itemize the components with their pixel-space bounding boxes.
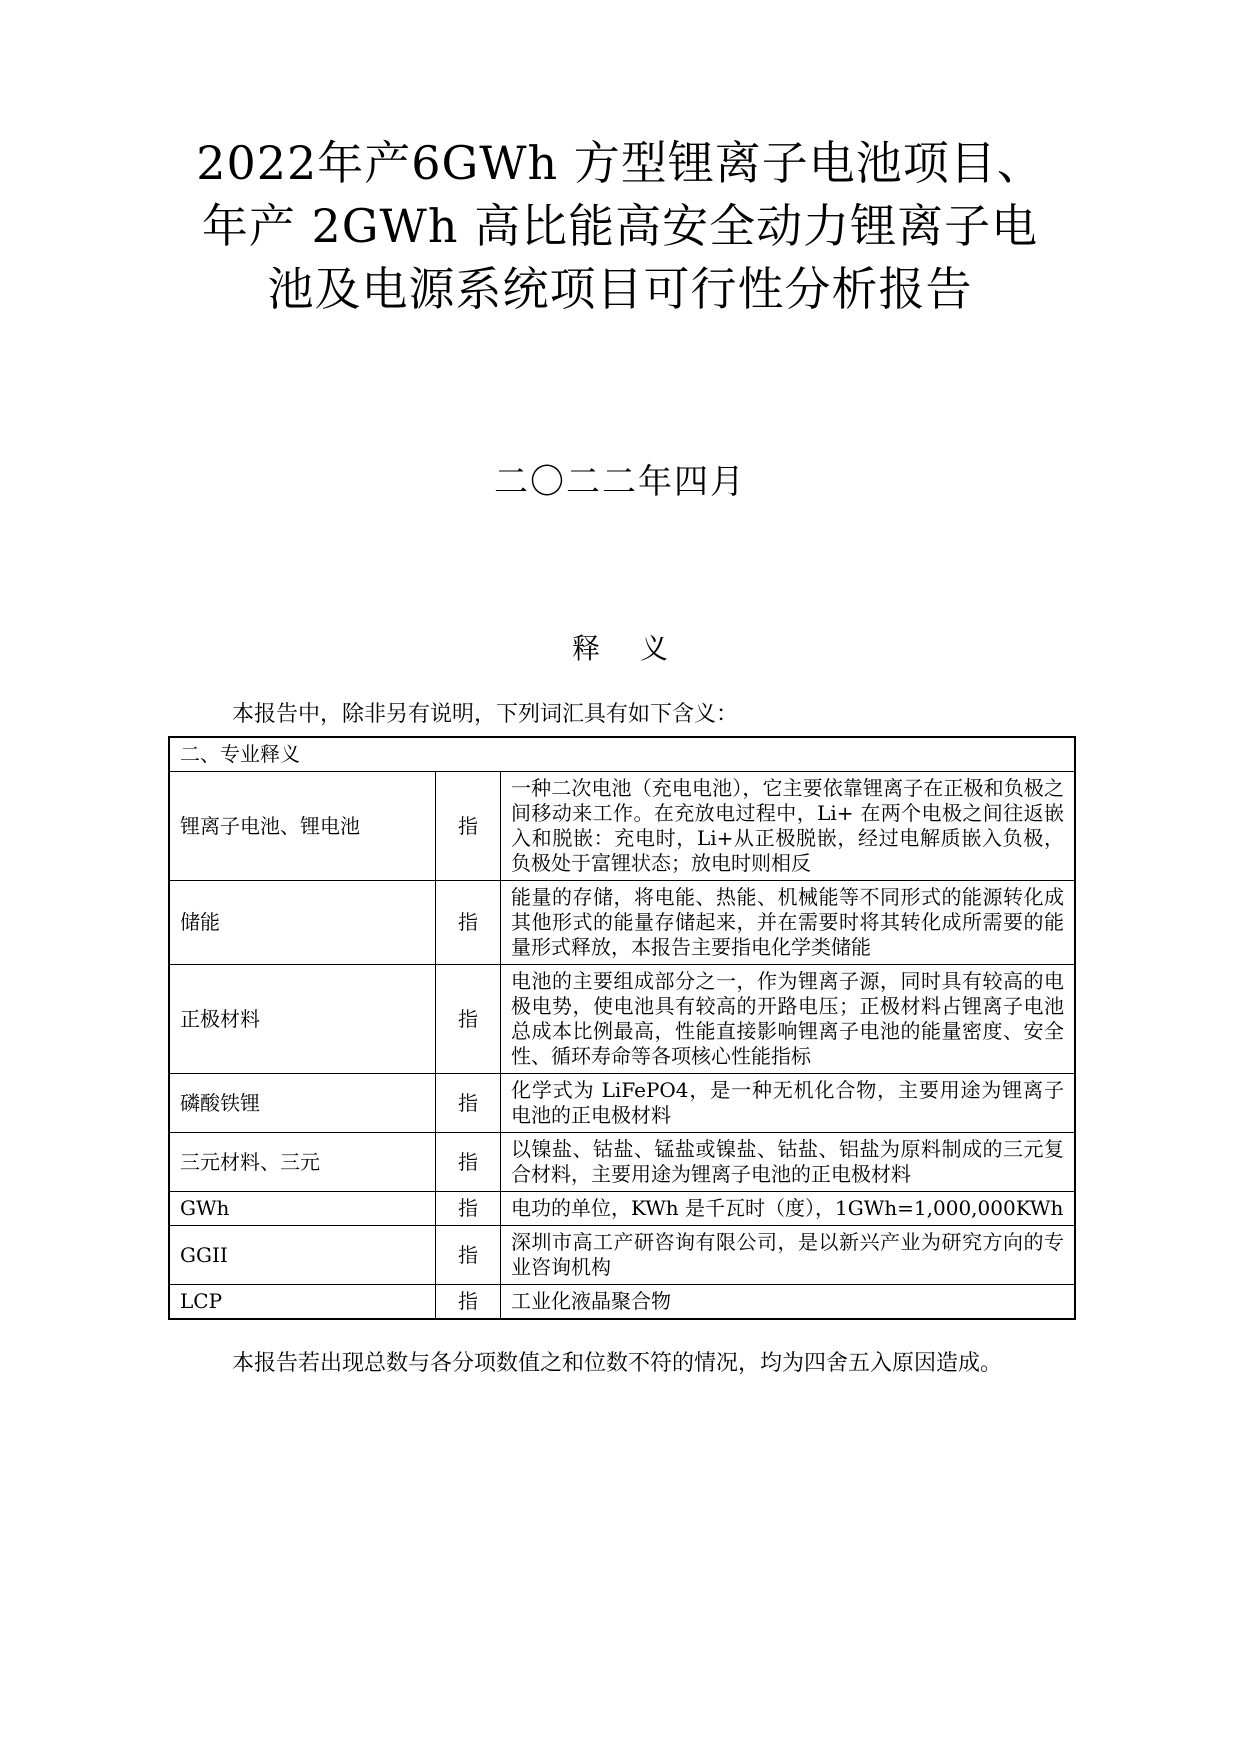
refer-cell: 指 xyxy=(436,1192,501,1226)
desc-cell: 一种二次电池（充电电池），它主要依靠锂离子在正极和负极之间移动来工作。在充放电过程中，Li+ 在两个电极之间往返嵌入和脱嵌：充电时，Li+从正极脱嵌，经过电解质嵌入负极，负极处于富锂状态；放电时则相反 xyxy=(501,772,1076,881)
desc-cell: 能量的存储，将电能、热能、机械能等不同形式的能源转化成其他形式的能量存储起来，并在需要时将其转化成所需要的能量形式释放，本报告主要指电化学类储能 xyxy=(501,881,1076,965)
document-title xyxy=(160,132,1080,321)
table-row xyxy=(169,1133,1075,1192)
term-cell: 储能 xyxy=(169,881,436,965)
section-label: 二、专业释义 xyxy=(169,737,1075,772)
title-line-1: 2022年产6GWh 方型锂离子电池项目、 xyxy=(196,136,1044,190)
refer-cell: 指 xyxy=(436,965,501,1074)
desc-cell: 电池的主要组成部分之一，作为锂离子源，同时具有较高的电极电势，使电池具有较高的开路电压；正极材料占锂离子电池总成本比例最高，性能直接影响锂离子电池的能量密度、安全性、循环寿命等各项核心性能指标 xyxy=(501,965,1076,1074)
table-row xyxy=(169,1192,1075,1226)
document-date: 二〇二二年四月 xyxy=(494,462,746,502)
title-line-2: 年产 2GWh 高比能高安全动力锂离子电 xyxy=(201,199,1039,253)
term-cell: 磷酸铁锂 xyxy=(169,1074,436,1133)
title-line-3: 池及电源系统项目可行性分析报告 xyxy=(267,262,973,316)
table-row xyxy=(169,965,1075,1074)
refer-cell: 指 xyxy=(436,1226,501,1285)
definitions-heading xyxy=(0,632,1240,666)
desc-cell: 化学式为 LiFePO4，是一种无机化合物，主要用途为锂离子电池的正电极材料 xyxy=(501,1074,1076,1133)
definitions-intro: 本报告中，除非另有说明，下列词汇具有如下含义： xyxy=(232,702,739,727)
term-cell: 正极材料 xyxy=(169,965,436,1074)
term-cell: LCP xyxy=(169,1285,436,1320)
definitions-table xyxy=(168,736,1076,1320)
refer-cell: 指 xyxy=(436,881,501,965)
refer-cell: 指 xyxy=(436,1285,501,1320)
refer-cell: 指 xyxy=(436,1074,501,1133)
table-row xyxy=(169,881,1075,965)
heading-char-right: 义 xyxy=(640,632,669,665)
term-cell: GGII xyxy=(169,1226,436,1285)
rounding-note: 本报告若出现总数与各分项数值之和位数不符的情况，均为四舍五入原因造成。 xyxy=(232,1351,1003,1376)
desc-cell: 电功的单位，KWh 是千瓦时（度），1GWh=1,000,000KWh xyxy=(501,1192,1076,1226)
term-cell: 三元材料、三元 xyxy=(169,1133,436,1192)
table-row xyxy=(169,1226,1075,1285)
table-row xyxy=(169,1074,1075,1133)
refer-cell: 指 xyxy=(436,772,501,881)
desc-cell: 工业化液晶聚合物 xyxy=(501,1285,1076,1320)
term-cell: GWh xyxy=(169,1192,436,1226)
term-cell: 锂离子电池、锂电池 xyxy=(169,772,436,881)
heading-char-left: 释 xyxy=(571,632,600,665)
section-row xyxy=(169,737,1075,772)
desc-cell: 以镍盐、钴盐、锰盐或镍盐、钴盐、铝盐为原料制成的三元复合材料，主要用途为锂离子电池的正电极材料 xyxy=(501,1133,1076,1192)
refer-cell: 指 xyxy=(436,1133,501,1192)
table-row xyxy=(169,772,1075,881)
desc-cell: 深圳市高工产研咨询有限公司，是以新兴产业为研究方向的专业咨询机构 xyxy=(501,1226,1076,1285)
table-row xyxy=(169,1285,1075,1320)
